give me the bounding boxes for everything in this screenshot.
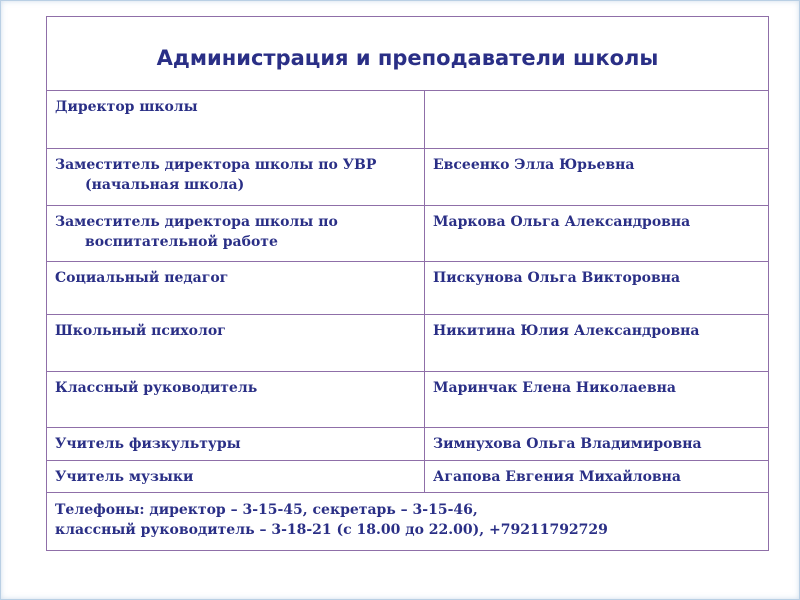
role-line-1: Заместитель директора школы по xyxy=(55,214,338,230)
name-cell xyxy=(425,206,769,262)
page-title: Администрация и преподаватели школы xyxy=(156,46,659,70)
title-row xyxy=(47,17,769,91)
role-cell xyxy=(47,91,425,149)
role-label: Учитель музыки xyxy=(55,469,194,485)
role-label xyxy=(47,206,424,252)
role-cell xyxy=(47,149,425,206)
person-name: Маркова Ольга Александровна xyxy=(433,214,691,230)
phones-line-1: Телефоны: директор – 3-15-45, секретарь – 3-15-46, xyxy=(55,502,478,518)
table-row xyxy=(47,315,769,372)
name-cell xyxy=(425,428,769,461)
table-row xyxy=(47,149,769,206)
name-cell xyxy=(425,372,769,428)
role-cell xyxy=(47,206,425,262)
table-row xyxy=(47,461,769,493)
person-name xyxy=(425,91,768,97)
person-name: Маринчак Елена Николаевна xyxy=(433,380,676,396)
role-line-1: Заместитель директора школы по УВР xyxy=(55,157,377,173)
role-label: Школьный психолог xyxy=(55,323,226,339)
table-row xyxy=(47,206,769,262)
table-row xyxy=(47,372,769,428)
role-line-2: (начальная школа) xyxy=(85,177,245,193)
role-label: Социальный педагог xyxy=(55,270,229,286)
table-row xyxy=(47,428,769,461)
phones-row xyxy=(47,493,769,551)
role-label xyxy=(47,149,424,195)
name-cell xyxy=(425,461,769,493)
role-cell xyxy=(47,262,425,315)
table-row xyxy=(47,262,769,315)
role-cell xyxy=(47,461,425,493)
name-cell xyxy=(425,315,769,372)
role-cell xyxy=(47,315,425,372)
table-row xyxy=(47,91,769,149)
person-name: Пискунова Ольга Викторовна xyxy=(433,270,681,286)
phones-text xyxy=(47,493,768,540)
role-cell xyxy=(47,428,425,461)
name-cell xyxy=(425,149,769,206)
role-label: Директор школы xyxy=(55,99,198,115)
role-line-2: воспитательной работе xyxy=(85,234,278,250)
staff-table xyxy=(46,16,769,551)
phones-line-2: классный руководитель – 3-18-21 (с 18.00 до 22.00), +79211792729 xyxy=(55,522,608,538)
name-cell xyxy=(425,91,769,149)
phones-cell xyxy=(47,493,769,551)
person-name: Никитина Юлия Александровна xyxy=(433,323,700,339)
person-name: Зимнухова Ольга Владимировна xyxy=(433,436,702,452)
role-label: Классный руководитель xyxy=(55,380,258,396)
title-cell xyxy=(47,17,769,91)
person-name: Евсеенко Элла Юрьевна xyxy=(433,157,635,173)
role-label: Учитель физкультуры xyxy=(55,436,241,452)
person-name: Агапова Евгения Михайловна xyxy=(433,469,681,485)
role-cell xyxy=(47,372,425,428)
name-cell xyxy=(425,262,769,315)
